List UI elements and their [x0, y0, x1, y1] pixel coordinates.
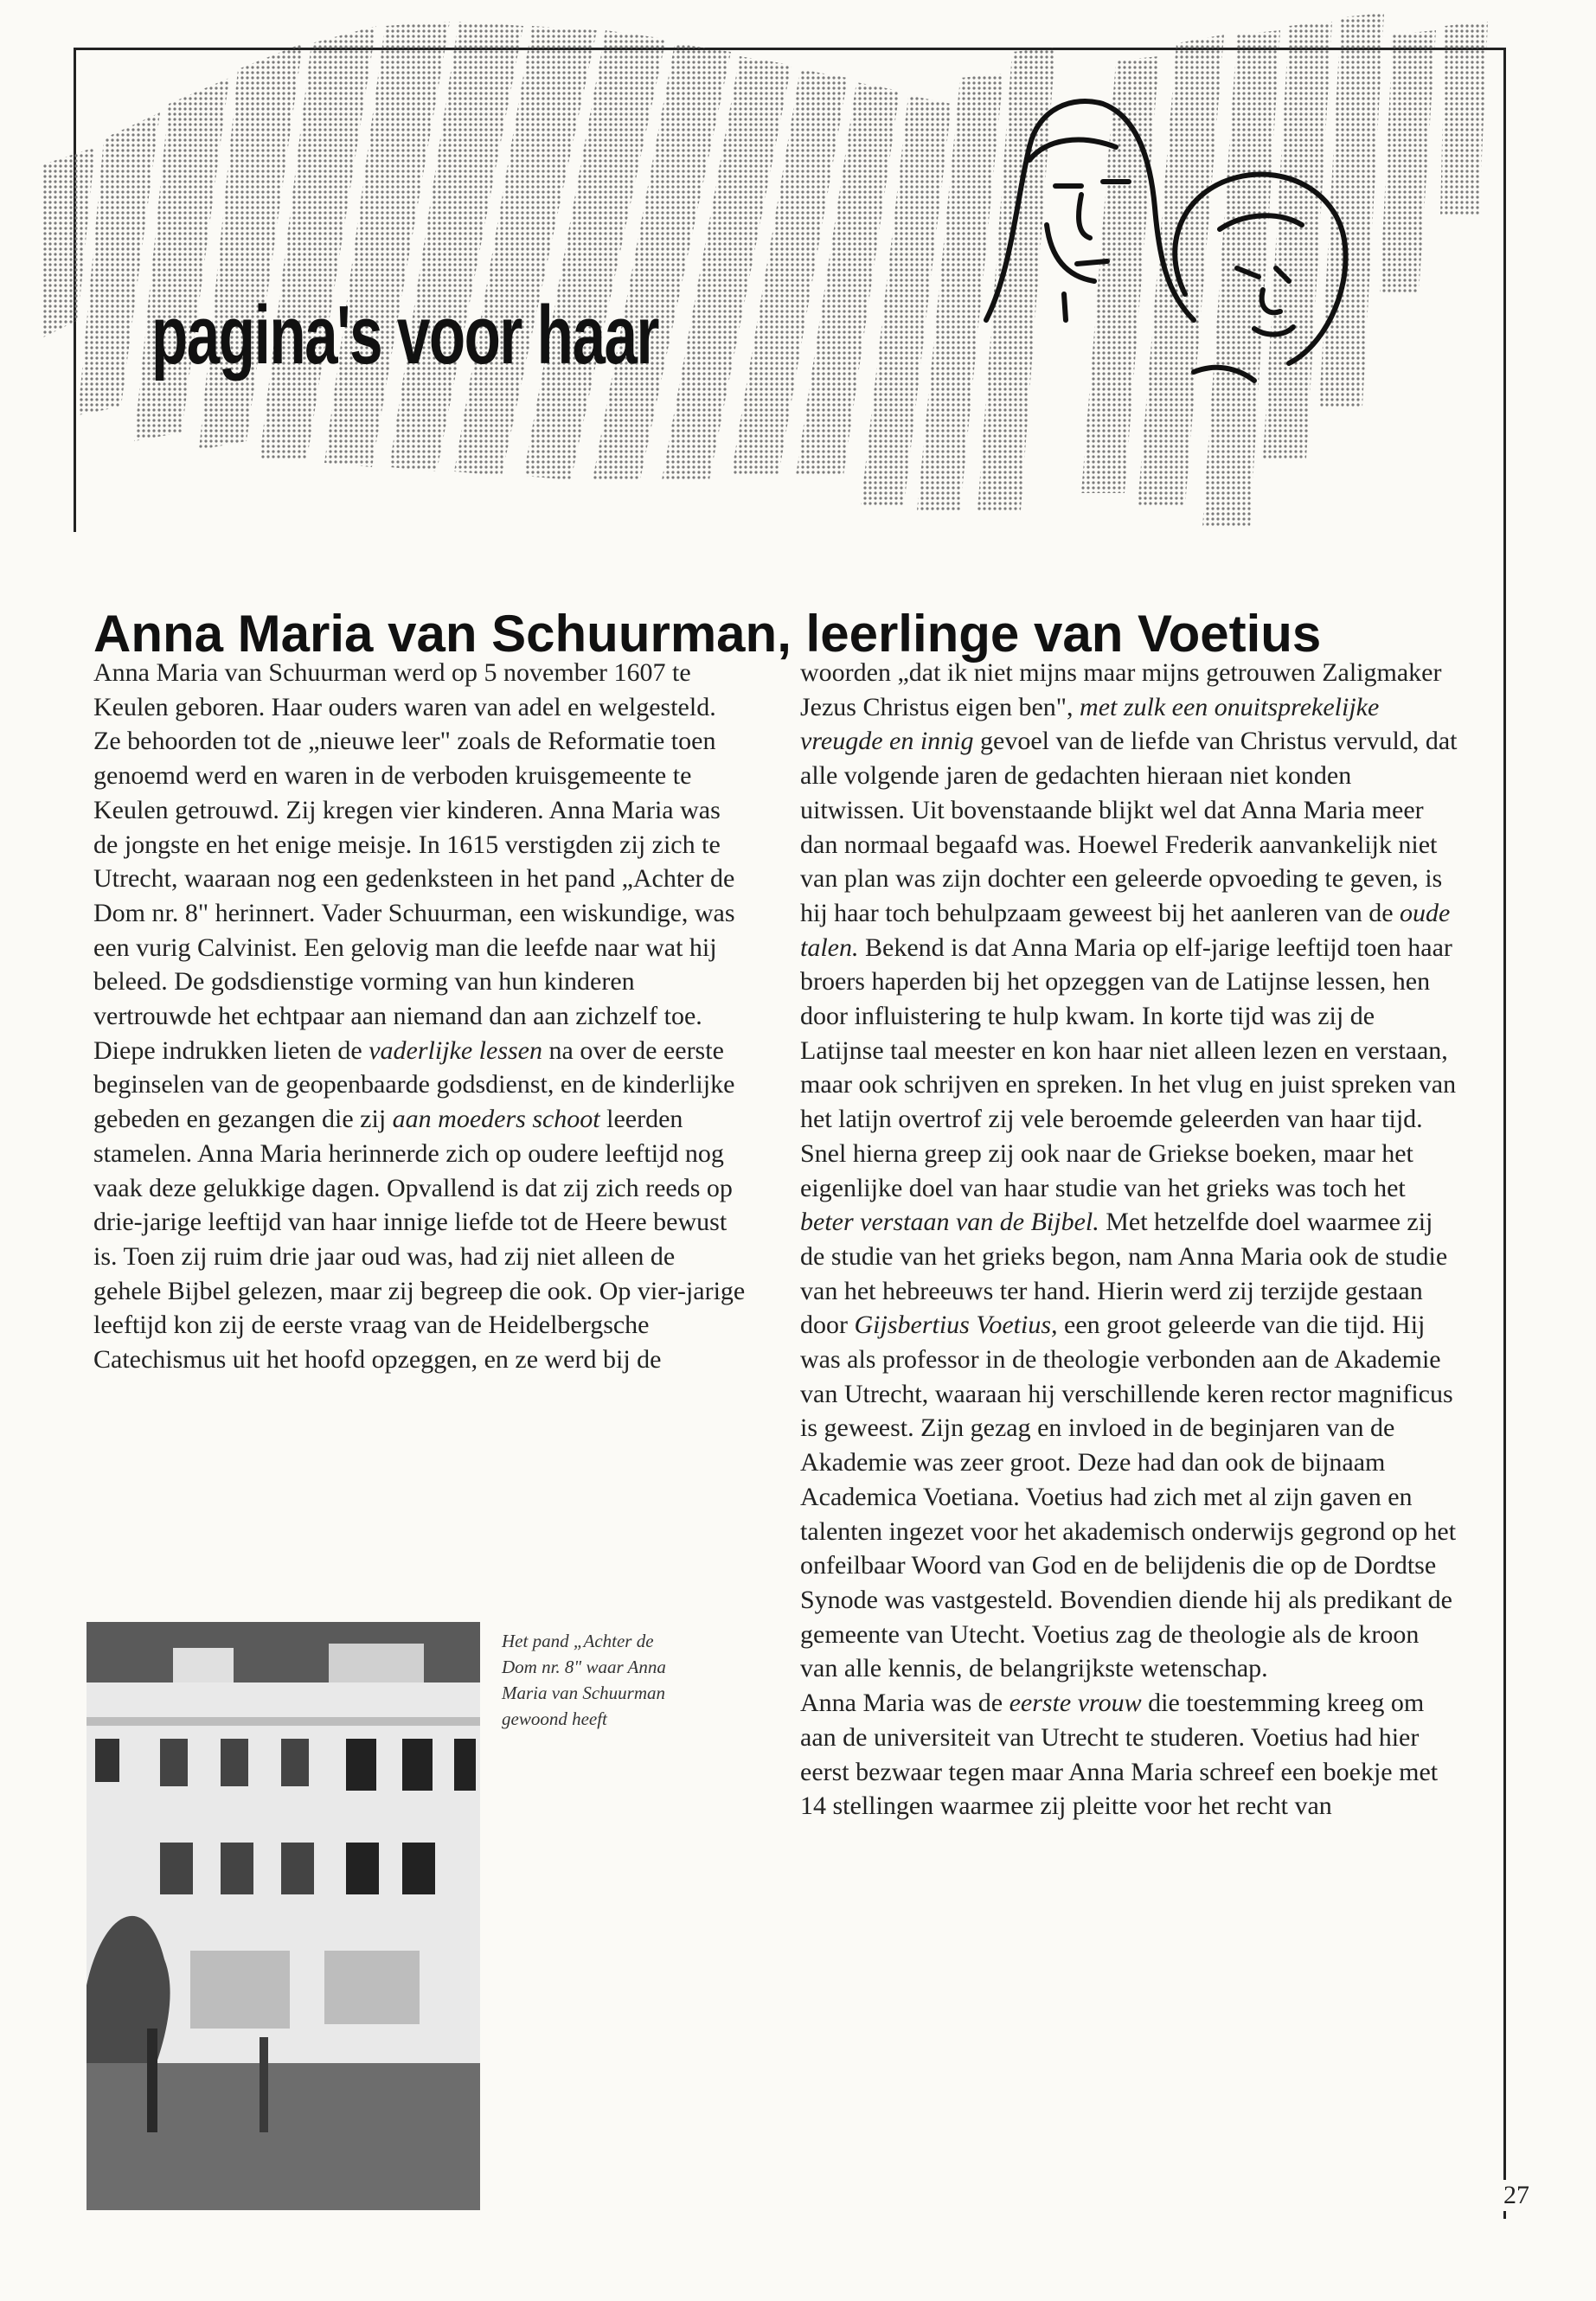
- italic-text: aan moeders schoot: [392, 1105, 600, 1134]
- article-paragraph: [93, 656, 747, 1377]
- text-run: Bekend is dat Anna Maria op elf-jarige leeftijd toen haar broers haperden bij het opzeggen van de Latijnse lessen, hen door influistering te hulp kwam. In korte tijd was zij de Latijnse taal meester en kon haar niet alleen lezen en verstaan, maar ook schrijven en spreken. In het vlug en juist spreken van het latijn overtrof zij vele beroemde geleerden van haar tijd.: [800, 933, 1457, 1134]
- section-header-title: pagina's voor haar: [151, 289, 658, 381]
- italic-text: oude talen.: [800, 898, 1451, 962]
- photo-caption: Het pand „Achter de Dom nr. 8" waar Anna Maria van Schuurman gewoond heeft: [502, 1631, 666, 1729]
- article-paragraph: [800, 656, 1462, 1823]
- text-run: gevoel van de liefde van Christus vervuld, dat alle volgende jaren de gedachten hieraan niet konden uitwissen. Uit bovenstaande blijkt wel dat Anna Maria meer dan normaal begaafd was. Hoewel Frederik aanvankelijk niet van plan was zijn dochter een geleerde opvoeding te geven, is hij haar toch behulpzaam geweest bij het aanleren van de: [800, 727, 1458, 927]
- text-run: Snel hierna greep zij ook naar de Griekse boeken, maar het eigenlijke doel van haar studie van het grieks was toch het: [800, 1138, 1413, 1202]
- article-title: Anna Maria van Schuurman, leerlinge van Voetius: [93, 605, 1322, 663]
- text-run: Anna Maria was de: [800, 1689, 1010, 1718]
- text-run: Met hetzelfde doel waarmee zij de studie van het grieks begon, nam Anna Maria ook de studie van het hebreeuws ter hand. Hierin werd zij terzijde gestaan door: [800, 1208, 1448, 1340]
- article-column-left: [93, 656, 747, 1377]
- page-number: 27: [1495, 2180, 1529, 2211]
- text-run: na over de eerste beginselen van de geopenbaarde godsdienst, en de kinderlijke gebeden en gezangen die zij: [93, 1035, 735, 1134]
- text-run: leerden stamelen. Anna Maria herinnerde zich op oudere leeftijd nog vaak deze gelukkige dagen. Opvallend is dat zij zich reeds op drie-jarige leeftijd van haar innige liefde tot de Heere bewust is. Toen zij ruim drie jaar oud was, had zij niet alleen de gehele Bijbel gelezen, maar zij begreep die ook. Op vier-jarige leeftijd kon zij de eerste vraag van de Heidelbergsche Catechismus uit het hoofd opzeggen, en ze werd bij de: [93, 1105, 746, 1375]
- article-column-right: [800, 656, 1462, 1823]
- text-run: die toestemming kreeg om aan de universiteit van Utrecht te studeren. Voetius had hier eerst bezwaar tegen maar Anna Maria schreef een boekje met 14 stellingen waarmee zij pleitte voor het recht van: [800, 1689, 1439, 1821]
- italic-text: Gijsbertius Voetius,: [854, 1311, 1058, 1340]
- italic-text: met zulk een onuitsprekelijke vreugde en innig: [800, 692, 1380, 756]
- building-photo: [87, 1622, 480, 2210]
- text-run: woorden „dat ik niet mijns maar mijns getrouwen Zaligmaker Jezus Christus eigen ben",: [800, 658, 1442, 721]
- halftone-strokes-icon: [43, 13, 1488, 528]
- italic-text: eerste vrouw: [1009, 1689, 1142, 1718]
- italic-text: beter verstaan van de Bijbel.: [800, 1208, 1099, 1237]
- text-run: Anna Maria van Schuurman werd op 5 november 1607 te Keulen geboren. Haar ouders waren van adel en welgesteld. Ze behoorden tot de „nieuwe leer" zoals de Reformatie toen genoemd werd en waren in de verboden kruisgemeente te Keulen getrouwd. Zij kregen vier kinderen. Anna Maria was de jongste en het enige meisje. In 1615 verstigden zij zich te Utrecht, waaraan nog een gedenksteen in het pand „Achter de Dom nr. 8" herinnert. Vader Schuurman, een wiskundige, was een vurig Calvinist. Een gelovig man die leefde naar wat hij beleed. De godsdienstige vorming van hun kinderen vertrouwde het echtpaar aan niemand dan aan zichzelf toe. Diepe indrukken lieten de: [93, 658, 735, 1065]
- header-illustration: [43, 9, 1531, 545]
- italic-text: vaderlijke lessen: [369, 1035, 542, 1065]
- text-run: een groot geleerde van die tijd. Hij was als professor in de theologie verbonden aan de Akademie van Utrecht, waaraan hij verschillende keren rector magnificus is geweest. Zijn gezag en invloed in de beginjaren van de Akademie was zeer groot. Deze had dan ook de bijnaam Academica Voetiana. Voetius had zich met al zijn gaven en talenten ingezet voor het akademisch onderwijs gegrond op het onfeilbaar Woord van God en de belijdenis die op de Dordtse Synode was vastgesteld. Bovendien diende hij als predikant de gemeente van Utecht. Voetius zag de theologie als de kroon van alle kennis, de belangrijkste wetenschap.: [800, 1311, 1457, 1683]
